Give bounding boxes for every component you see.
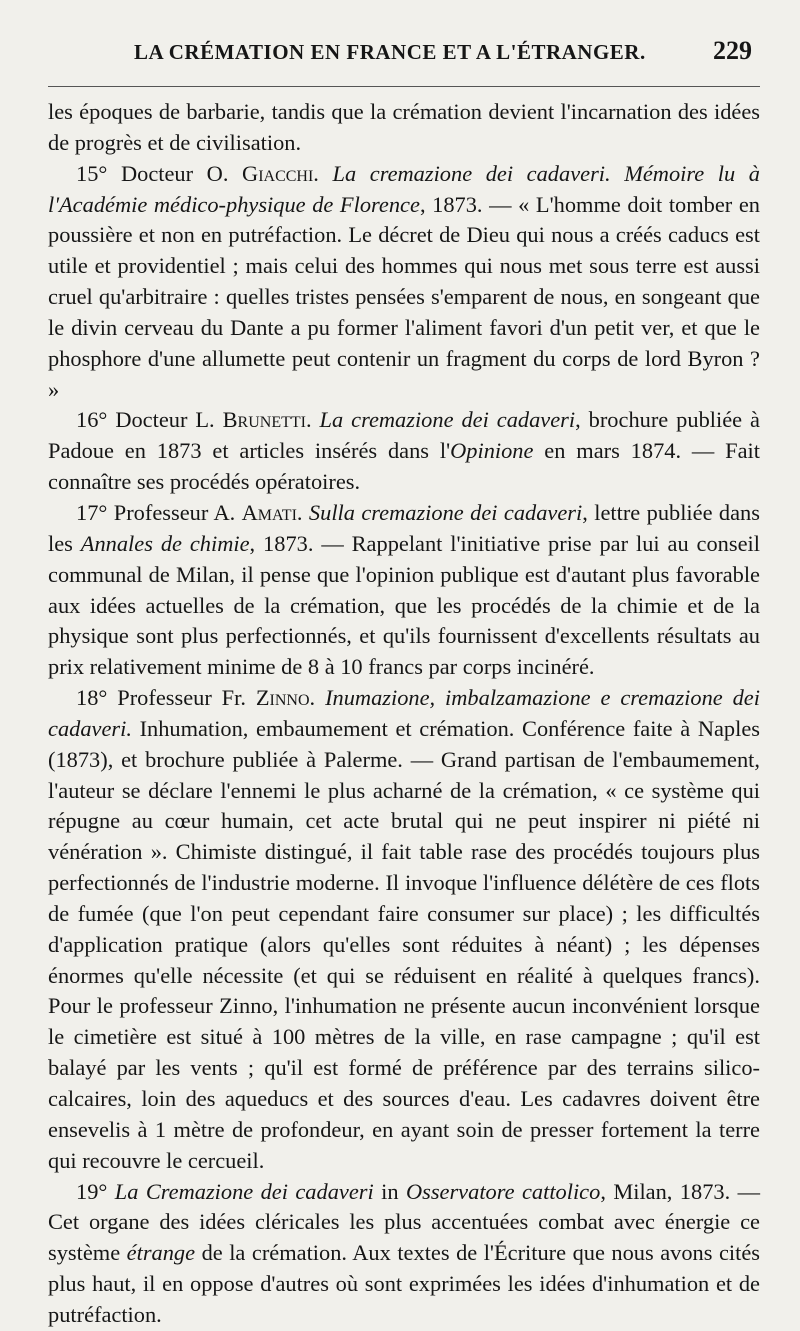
entry-text: , lettre publiée dans les bbox=[48, 499, 760, 556]
entry-17 bbox=[48, 498, 760, 683]
entry-number: 19° bbox=[76, 1178, 108, 1204]
entry-text: de la crémation. Aux textes de l'Écriture que nous avons cités plus haut, il en oppose d'autres où sont exprimées les idées d'inhumation et de putréfaction. bbox=[48, 1240, 760, 1327]
work-title: La cremazione dei cadaveri bbox=[319, 407, 576, 433]
author-name: Zinno. bbox=[255, 685, 316, 711]
entry-text: , brochure publiée à Padoue en 1873 et articles insérés dans l' bbox=[48, 407, 760, 464]
entry-text: in bbox=[373, 1178, 406, 1204]
author-prefix: Professeur A. bbox=[113, 499, 236, 525]
entry-16 bbox=[48, 405, 760, 498]
entry-text: , 1873. — Rappelant l'initiative prise par lui au conseil communal de Milan, il pense que l'opinion publique est d'autant plus favorable aux idées actuelles de la crémation, que les procédés de la chimie et de la physique sont plus perfectionnés, et qu'ils fournissent d'excellents résultats au prix relativement minime de 8 à 10 francs par corps incinéré. bbox=[48, 530, 760, 680]
paragraph-continuation bbox=[48, 97, 760, 159]
journal-name: Osservatore cattolico bbox=[405, 1178, 601, 1204]
entry-number: 16° bbox=[76, 407, 108, 433]
entry-text: Inhumation, embaumement et crémation. Conférence faite à Naples (1873), et brochure publiée à Palerme. — Grand partisan de l'embaumement, l'auteur se déclare l'ennemi le plus acharné de la crémation, « ce système qui répugne au cœur humain, cet acte brutal qui ne peut inspirer ni piété ni vénération ». Chimiste distingué, il fait table rase des procédés toujours plus perfectionnés de l'industrie moderne. Il invoque l'influence délétère de ces flots de fumée (que l'on peut cependant faire consumer sur place) ; les difficultés d'application pratique (alors qu'elles sont réduites à néant) ; les dépenses énormes qu'elle nécessite (et qui se réduisent en réalité à quelques francs). Pour le professeur Zinno, l'inhumation ne présente aucun inconvénient lorsque le cimetière est situé à 100 mètres de la ville, en rase campagne ; qu'il est balayé par les vents ; qu'il est formé de préférence par des terrains silico-calcaires, loin des aqueducs et des sources d'eau. Les cadavres doivent être ensevelis à 1 mètre de profondeur, en ayant soin de presser fortement la terre qui recouvre le cercueil. bbox=[48, 715, 760, 1173]
author-name: Brunetti. bbox=[222, 407, 312, 433]
emphasis: étrange bbox=[126, 1240, 196, 1266]
entry-15 bbox=[48, 159, 760, 406]
author-prefix: Docteur O. bbox=[120, 160, 229, 186]
body-text bbox=[48, 97, 760, 1331]
work-title: La cremazione dei cadaveri. Mémoire lu à l'Académie médico-physique de Florence bbox=[48, 160, 760, 217]
work-title: Inumazione, imbalzamazione e cremazione dei cadaveri. bbox=[48, 685, 760, 741]
entry-text: en mars 1874. — Fait connaître ses procédés opératoires. bbox=[48, 438, 760, 495]
entry-19 bbox=[48, 1177, 760, 1331]
page-number: 229 bbox=[713, 36, 752, 65]
author-name: Amati. bbox=[241, 499, 303, 525]
entry-number: 17° bbox=[76, 499, 108, 525]
entry-number: 15° bbox=[76, 160, 108, 186]
author-prefix: Professeur Fr. bbox=[117, 685, 246, 711]
entry-18 bbox=[48, 683, 760, 1177]
entry-number: 18° bbox=[76, 685, 108, 711]
paragraph-text: les époques de barbarie, tandis que la crémation devient l'incarnation des idées de progrès et de civilisation. bbox=[48, 99, 760, 155]
journal-name: Opinione bbox=[450, 438, 534, 464]
work-title: La Cremazione dei cadaveri bbox=[114, 1178, 374, 1204]
author-prefix: Docteur L. bbox=[115, 407, 215, 433]
running-header bbox=[48, 38, 760, 87]
entry-text: , Milan, 1873. — Cet organe des idées cléricales les plus accentuées combat avec énergie ce système bbox=[48, 1178, 760, 1266]
author-name: Giacchi. bbox=[242, 160, 319, 186]
entry-text: , 1873. — « L'homme doit tomber en poussière et non en putréfaction. Le décret de Dieu qui nous a créés caducs est utile et providentiel ; mais celui des hommes qui nous met sous terre est aussi cruel qu'arbitraire : quelles tristes pensées s'emparent de nous, en songeant que le divin cerveau du Dante a pu former l'aliment favori d'un petit ver, et que le phosphore d'une allumette peut contenir un fragment du corps de lord Byron ? » bbox=[48, 191, 760, 402]
work-title: Sulla cremazione dei cadaveri bbox=[308, 499, 583, 525]
running-title: LA CRÉMATION EN FRANCE ET A L'ÉTRANGER. bbox=[134, 40, 646, 64]
journal-name: Annales de chimie bbox=[80, 530, 250, 556]
